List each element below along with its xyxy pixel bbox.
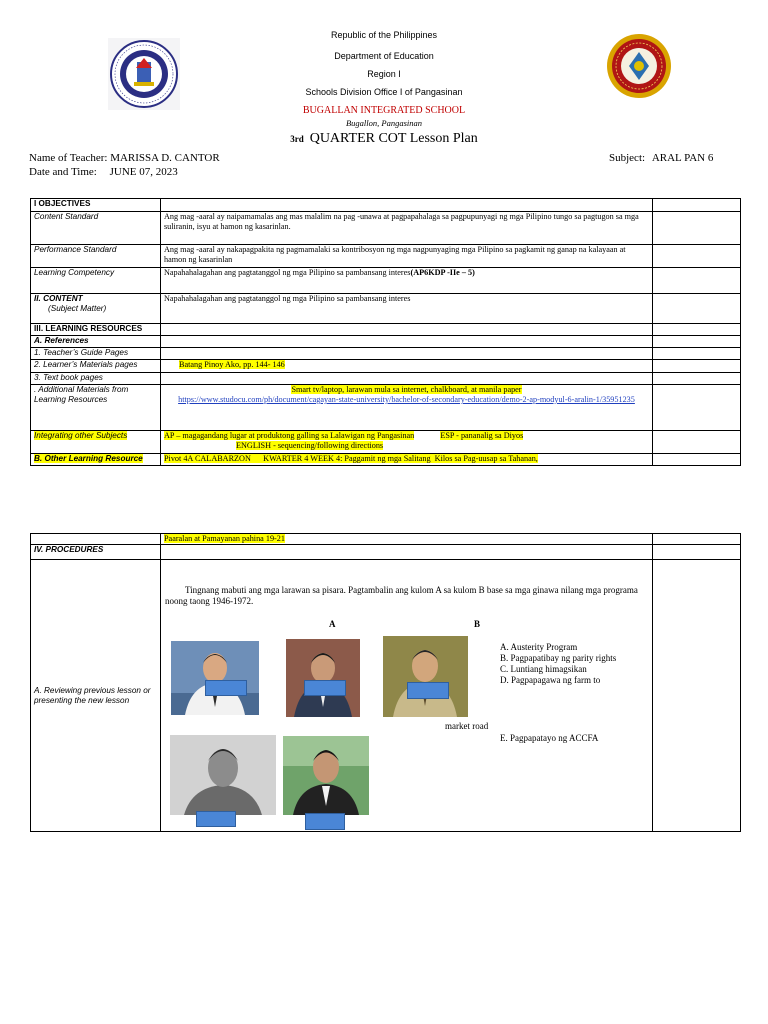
instruction-text: Tingnang mabuti ang mga larawan sa pisara. Pagtambalin ang kulom A sa kulom B base sa mga ginawa nilang mga programa noong taong 1946-1972. — [165, 585, 638, 606]
plan-title-text: QUARTER COT Lesson Plan — [309, 131, 478, 146]
table-row — [31, 212, 741, 245]
president-photo-1 — [171, 641, 259, 715]
additional-materials-cell — [161, 385, 653, 431]
integrating-ap: AP – magagandang lugar at produktong galling sa Lalawigan ng Pangasinan — [164, 431, 415, 440]
president-photo-2 — [286, 639, 360, 717]
other-resource-cell — [31, 454, 161, 466]
learners-materials-cell — [161, 360, 653, 373]
table-row — [31, 534, 741, 545]
school-address: Bugallon, Pangasinan — [345, 118, 423, 128]
learners-materials-label: 2. Learner’s Materials pages — [31, 360, 161, 373]
learners-materials-text: Batang Pinoy Ako, pp. 144- 146 — [179, 360, 285, 369]
column-b-header: B — [474, 619, 481, 629]
studocu-link[interactable]: https://www.studocu.com/ph/document/cagayan-state-university/bachelor-of-secondary-education/demo-2-ap-modyul-6-aralin-1/35951235 — [178, 395, 635, 404]
table-row — [31, 431, 741, 454]
table-row — [31, 268, 741, 294]
content-label-cell — [31, 294, 161, 324]
answer-box-4[interactable] — [196, 811, 236, 827]
other-resource-label: B. Other Learning Resource — [34, 454, 143, 463]
paaralan-text: Paaralan at Pamayanan pahina 19-21 — [164, 534, 285, 543]
review-label: A. Reviewing previous lesson or presenting the new lesson — [34, 685, 151, 705]
table-row — [31, 324, 741, 336]
table-row — [31, 360, 741, 373]
table-row — [31, 199, 741, 212]
teachers-guide-label: 1. Teacher’s Guide Pages — [31, 348, 161, 360]
content-text: Napahahalagahan ang pagtatanggol ng mga Pilipino sa pambansang interes — [161, 294, 653, 324]
table-row — [31, 245, 741, 268]
region-line: Region I — [367, 69, 401, 79]
table-row — [31, 336, 741, 348]
date-label: Date and Time: — [29, 166, 97, 178]
list-item: A. Austerity Program — [500, 642, 578, 652]
performance-standard-label: Performance Standard — [31, 245, 161, 268]
table-row — [31, 348, 741, 360]
integrating-esp: ESP - pananalig sa Diyos — [440, 431, 524, 440]
column-a-header: A — [329, 619, 336, 629]
objectives-heading: I OBJECTIVES — [31, 199, 161, 212]
date-value: JUNE 07, 2023 — [109, 166, 178, 178]
plan-title — [0, 129, 768, 147]
learning-resources-heading: III. LEARNING RESOURCES — [31, 324, 161, 336]
additional-materials-text: Smart tv/laptop, larawan mula sa internet, chalkboard, at manila paper — [291, 385, 522, 394]
references-heading: A. References — [31, 336, 161, 348]
paaralan-cell — [161, 534, 653, 545]
answer-box-3[interactable] — [407, 682, 449, 699]
date-line — [29, 166, 178, 178]
list-item: B. Pagpapatibay ng parity rights — [500, 653, 617, 663]
teacher-label: Name of Teacher: — [29, 152, 108, 164]
performance-standard-text: Ang mag -aaral ay nakapagpakita ng pagmamalaki sa kontribosyon ng mga nagpunyaging mga Pilipino sa pagkamit ng ganap na kalayaan at hamon ng kasarinlan — [161, 245, 653, 268]
other-resource-cell-text — [161, 454, 653, 466]
integrating-label: Integrating other Subjects — [34, 431, 128, 440]
teacher-line — [29, 152, 220, 164]
textbook-label: 3. Text book pages — [31, 373, 161, 385]
table-row — [31, 385, 741, 431]
republic-line: Republic of the Philippines — [330, 30, 438, 40]
learning-competency-label: Learning Competency — [31, 268, 161, 294]
objectives-table — [30, 198, 741, 466]
content-label: II. CONTENT — [34, 294, 83, 303]
other-resource-text: Pivot 4A CALABARZON KWARTER 4 WEEK 4: Paggamit ng mga Salitang Kilos sa Pag-uusap sa Tahanan, — [164, 454, 538, 463]
option-list — [500, 642, 616, 686]
subject-label: Subject: — [609, 152, 646, 164]
table-row — [31, 373, 741, 385]
quarter-prefix: 3rd — [290, 134, 304, 144]
subject-matter-label: (Subject Matter) — [48, 304, 107, 313]
president-photo-5 — [283, 736, 369, 815]
president-photo-3 — [383, 636, 468, 717]
subject-line — [609, 152, 713, 164]
school-name: BUGALLAN INTEGRATED SCHOOL — [302, 105, 466, 116]
additional-materials-label: . Additional Materials from Learning Resources — [31, 385, 161, 431]
teacher-name: MARISSA D. CANTOR — [110, 152, 220, 164]
learning-competency-code: (AP6KDP -IIe – 5) — [410, 268, 475, 277]
table-row — [31, 454, 741, 466]
president-photo-4 — [170, 735, 276, 815]
subject-value: ARAL PAN 6 — [651, 152, 714, 164]
answer-box-2[interactable] — [304, 680, 346, 696]
option-continuation: market road — [445, 721, 489, 731]
division-line: Schools Division Office I of Pangasinan — [305, 87, 463, 97]
learning-competency-text: Napahahalagahan ang pagtatanggol ng mga Pilipino sa pambansang interes — [164, 268, 411, 277]
table-row — [31, 545, 741, 560]
integrating-cell — [31, 431, 161, 454]
list-item: D. Pagpapagawa ng farm to — [500, 675, 601, 685]
procedures-heading: IV. PROCEDURES — [31, 545, 161, 560]
answer-box-1[interactable] — [205, 680, 247, 696]
list-item: C. Luntiang himagsikan — [500, 664, 587, 674]
answer-box-5[interactable] — [305, 813, 345, 830]
option-e: E. Pagpapatayo ng ACCFA — [500, 733, 599, 743]
table-row — [31, 294, 741, 324]
learning-competency-cell — [161, 268, 653, 294]
integrating-english: ENGLISH - sequencing/following directions — [236, 441, 384, 450]
content-standard-text: Ang mag -aaral ay naipamamalas ang mas malalim na pag -unawa at pagpapahalaga sa pagpupunyagi ng mga Pilipino tungo sa pagtugon sa mga suliranin, isyu at hamon ng kasarinlan. — [161, 212, 653, 245]
integrating-subjects-cell — [161, 431, 653, 454]
review-label-cell — [31, 560, 161, 832]
department-line: Department of Education — [334, 51, 434, 61]
content-standard-label: Content Standard — [31, 212, 161, 245]
